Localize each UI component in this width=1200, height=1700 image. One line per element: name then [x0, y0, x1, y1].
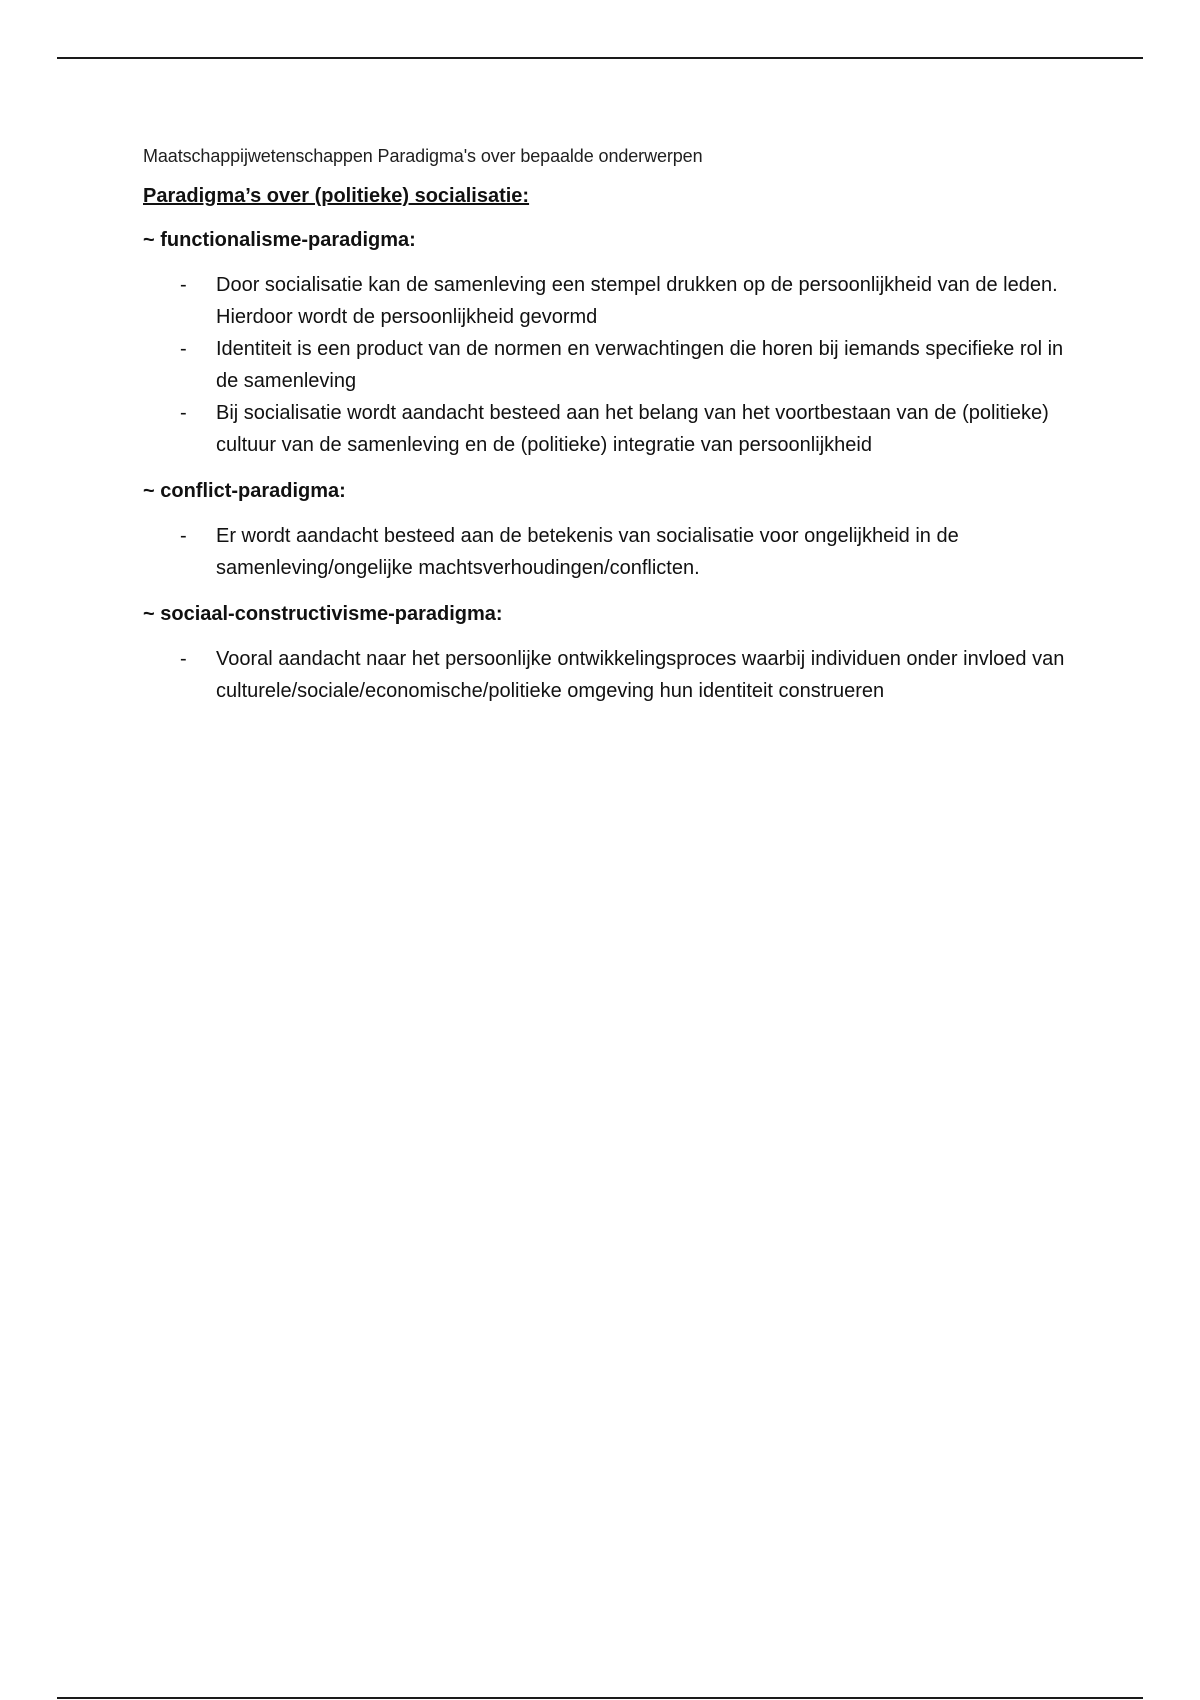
list-item: [143, 520, 1083, 584]
main-heading: Paradigma’s over (politieke) socialisatie:: [143, 185, 530, 207]
list-item-text: Identiteit is een product van de normen en verwachtingen die horen bij iemands specifieke rol in de samenleving: [216, 338, 1064, 392]
bullet-dash: -: [180, 648, 187, 670]
bullet-dash: -: [180, 274, 187, 296]
list-item-text: Er wordt aandacht besteed aan de betekenis van socialisatie voor ongelijkheid in de samenleving/ongelijke machtsverhoudingen/conflicten.: [216, 525, 959, 579]
section-conflict: [143, 478, 1083, 584]
document-body: [143, 144, 1083, 724]
section-heading: ~ conflict-paradigma:: [143, 480, 346, 502]
bullet-dash: -: [180, 338, 187, 360]
top-horizontal-rule: [57, 57, 1143, 59]
bullet-dash: -: [180, 525, 187, 547]
list-item-text: Door socialisatie kan de samenleving een stempel drukken op de persoonlijkheid van de leden. Hierdoor wordt de persoonlijkheid gevormd: [216, 274, 1058, 328]
list-item: [143, 269, 1083, 333]
list-item: [143, 643, 1083, 707]
list-item: [143, 333, 1083, 397]
bullet-list: [143, 269, 1083, 461]
list-item-text: Vooral aandacht naar het persoonlijke ontwikkelingsproces waarbij individuen onder invloed van culturele/sociale/economische/politieke omgeving hun identiteit construeren: [216, 648, 1065, 702]
section-functionalisme: [143, 227, 1083, 461]
bullet-dash: -: [180, 402, 187, 424]
list-item: [143, 397, 1083, 461]
section-sociaal-constructivisme: [143, 601, 1083, 707]
section-heading: ~ functionalisme-paradigma:: [143, 229, 416, 251]
bullet-list: [143, 520, 1083, 584]
section-heading: ~ sociaal-constructivisme-paradigma:: [143, 603, 503, 625]
list-item-text: Bij socialisatie wordt aandacht besteed aan het belang van het voortbestaan van de (politieke) cultuur van de samenleving en de (politieke) integratie van persoonlijkheid: [216, 402, 1049, 456]
bullet-list: [143, 643, 1083, 707]
document-header-line: Maatschappijwetenschappen Paradigma's over bepaalde onderwerpen: [143, 146, 703, 166]
bottom-horizontal-rule: [57, 1697, 1143, 1699]
